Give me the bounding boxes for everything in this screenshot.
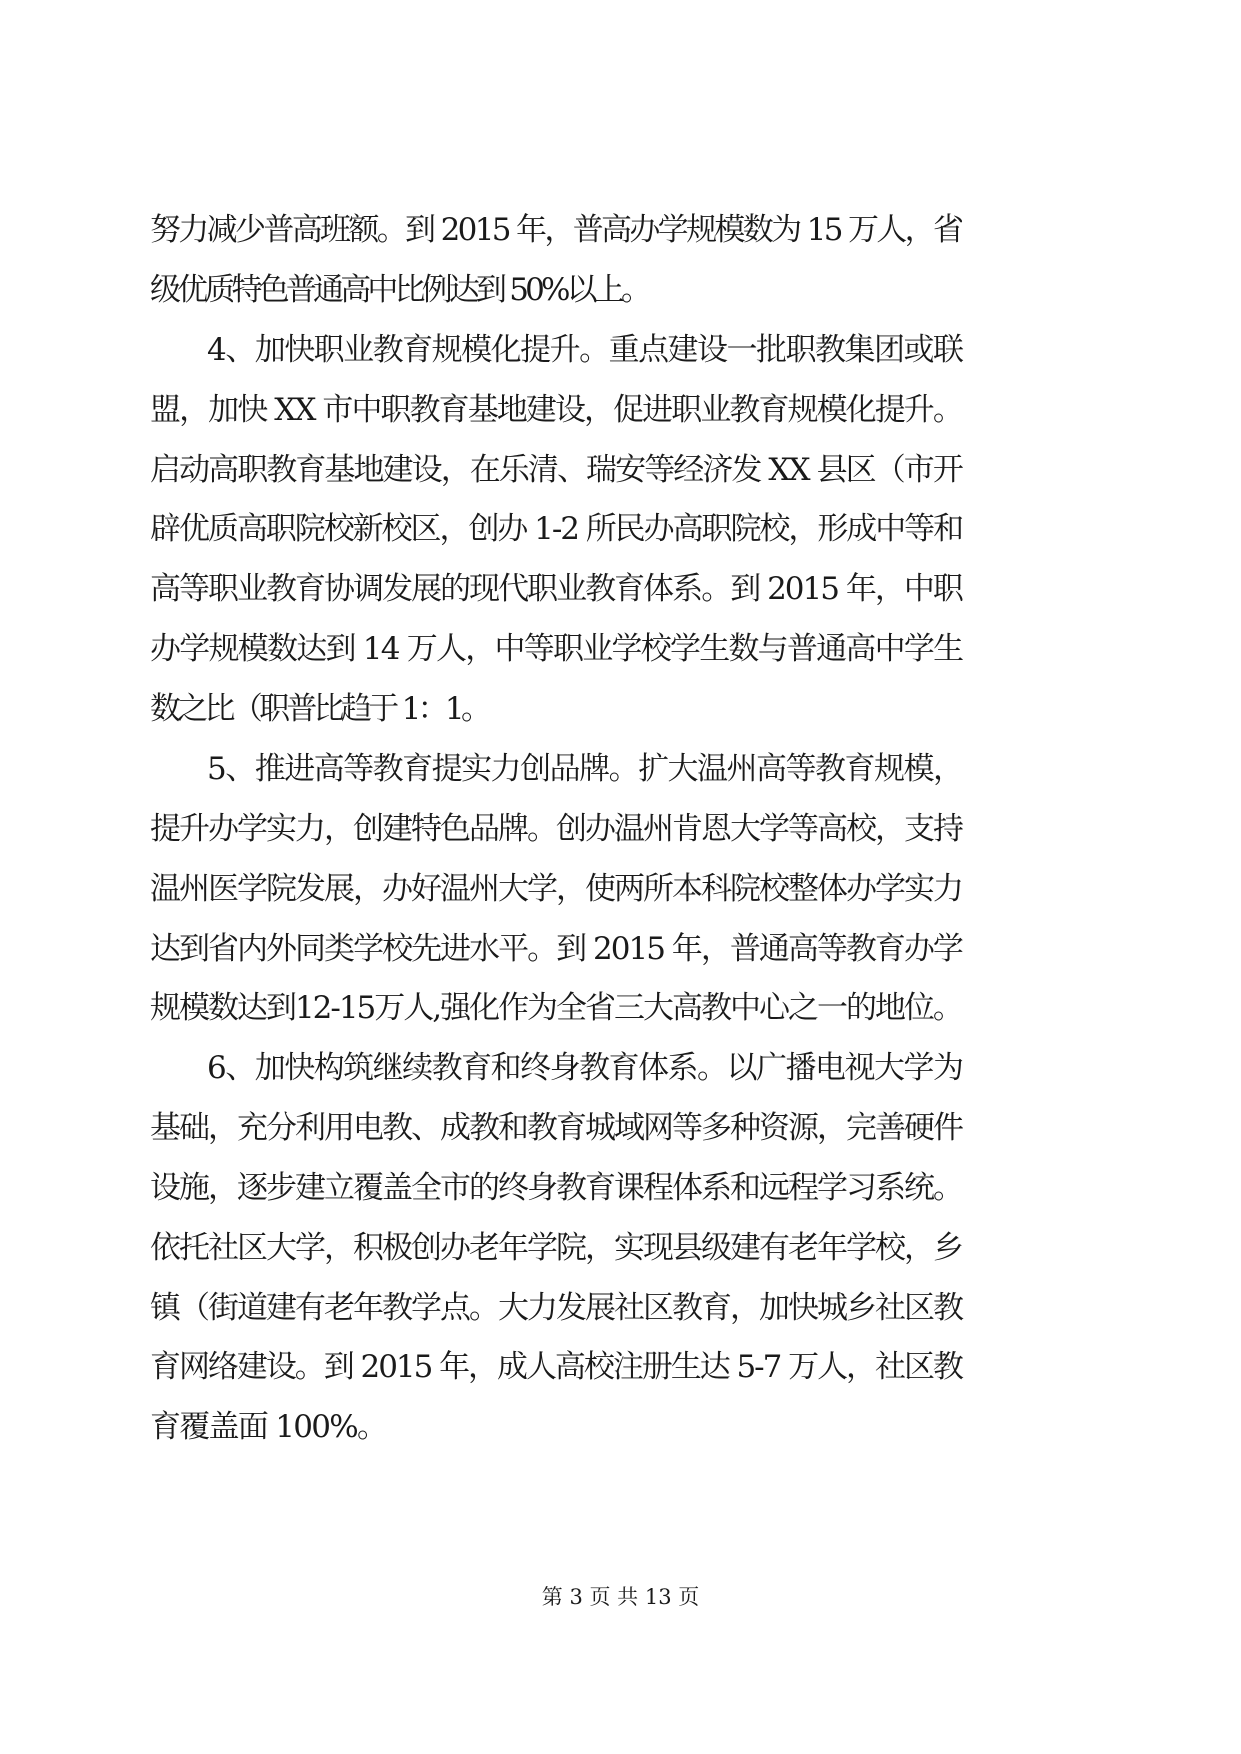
text-line-13-content: 达到省内外同类学校先进水平。到 2015 年，普通高等教育办学 — [150, 931, 962, 967]
text-line-8-content: 办学规模数达到 14 万人，中等职业学校学生数与普通高中学生 — [150, 631, 963, 667]
text-line-13 — [0, 924, 1241, 974]
text-line-6 — [0, 504, 1241, 554]
text-line-17 — [0, 1163, 1241, 1213]
text-line-11-content: 提升办学实力，创建特色品牌。创办温州肯恩大学等高校，支持 — [150, 811, 962, 847]
text-line-16 — [0, 1103, 1241, 1153]
text-line-21-content: 育覆盖面 100%。 — [150, 1409, 387, 1445]
text-line-8 — [0, 624, 1241, 674]
text-line-10 — [0, 744, 1241, 794]
page-footer: 第 3 页 共 13 页 — [541, 1585, 700, 1609]
text-line-19 — [0, 1283, 1241, 1333]
text-line-5-content: 启动高职教育基地建设，在乐清、瑞安等经济发 XX 县区（市开 — [150, 452, 962, 488]
text-line-18-content: 依托社区大学，积极创办老年学院，实现县级建有老年学校，乡 — [150, 1230, 962, 1266]
text-line-6-content: 辟优质高职院校新校区，创办 1-2 所民办高职院校，形成中等和 — [150, 511, 963, 547]
text-line-21 — [0, 1402, 1241, 1452]
text-line-3-content: 4、加快职业教育规模化提升。重点建设一批职教集团或联 — [207, 332, 963, 368]
text-line-4 — [0, 385, 1241, 435]
text-line-12-content: 温州医学院发展，办好温州大学，使两所本科院校整体办学实力 — [150, 871, 962, 907]
text-line-3 — [0, 325, 1241, 375]
text-line-15-content: 6、加快构筑继续教育和终身教育体系。以广播电视大学为 — [207, 1050, 963, 1086]
text-line-19-content: 镇（街道建有老年教学点。大力发展社区教育，加快城乡社区教 — [150, 1290, 962, 1326]
text-line-12 — [0, 864, 1241, 914]
text-line-4-content: 盟，加快 XX 市中职教育基地建设，促进职业教育规模化提升。 — [150, 392, 962, 428]
text-line-14-content: 规模数达到12-15万人,强化作为全省三大高教中心之一的地位。 — [150, 990, 962, 1026]
text-line-1-content: 努力减少普高班额。到 2015 年，普高办学规模数为 15 万人，省 — [150, 212, 962, 248]
text-line-5 — [0, 445, 1241, 495]
text-line-17-content: 设施，逐步建立覆盖全市的终身教育课程体系和远程学习系统。 — [150, 1170, 962, 1206]
text-line-2 — [0, 265, 1241, 315]
text-line-9-content: 数之比（职普比趋于 1：1。 — [150, 691, 489, 727]
text-line-2-content: 级优质特色普通高中比例达到 50%以上。 — [150, 272, 649, 308]
text-line-14 — [0, 983, 1241, 1033]
text-line-15 — [0, 1043, 1241, 1093]
text-line-10-content: 5、推进高等教育提实力创品牌。扩大温州高等教育规模， — [207, 751, 963, 787]
text-line-9 — [0, 684, 1241, 734]
text-line-11 — [0, 804, 1241, 854]
text-line-18 — [0, 1223, 1241, 1273]
text-line-16-content: 基础，充分利用电教、成教和教育城域网等多种资源，完善硬件 — [150, 1110, 962, 1146]
text-line-1 — [0, 205, 1241, 255]
text-line-7-content: 高等职业教育协调发展的现代职业教育体系。到 2015 年，中职 — [150, 571, 962, 607]
text-line-7 — [0, 564, 1241, 614]
text-line-20 — [0, 1342, 1241, 1392]
text-line-20-content: 育网络建设。到 2015 年，成人高校注册生达 5-7 万人，社区教 — [150, 1349, 962, 1385]
